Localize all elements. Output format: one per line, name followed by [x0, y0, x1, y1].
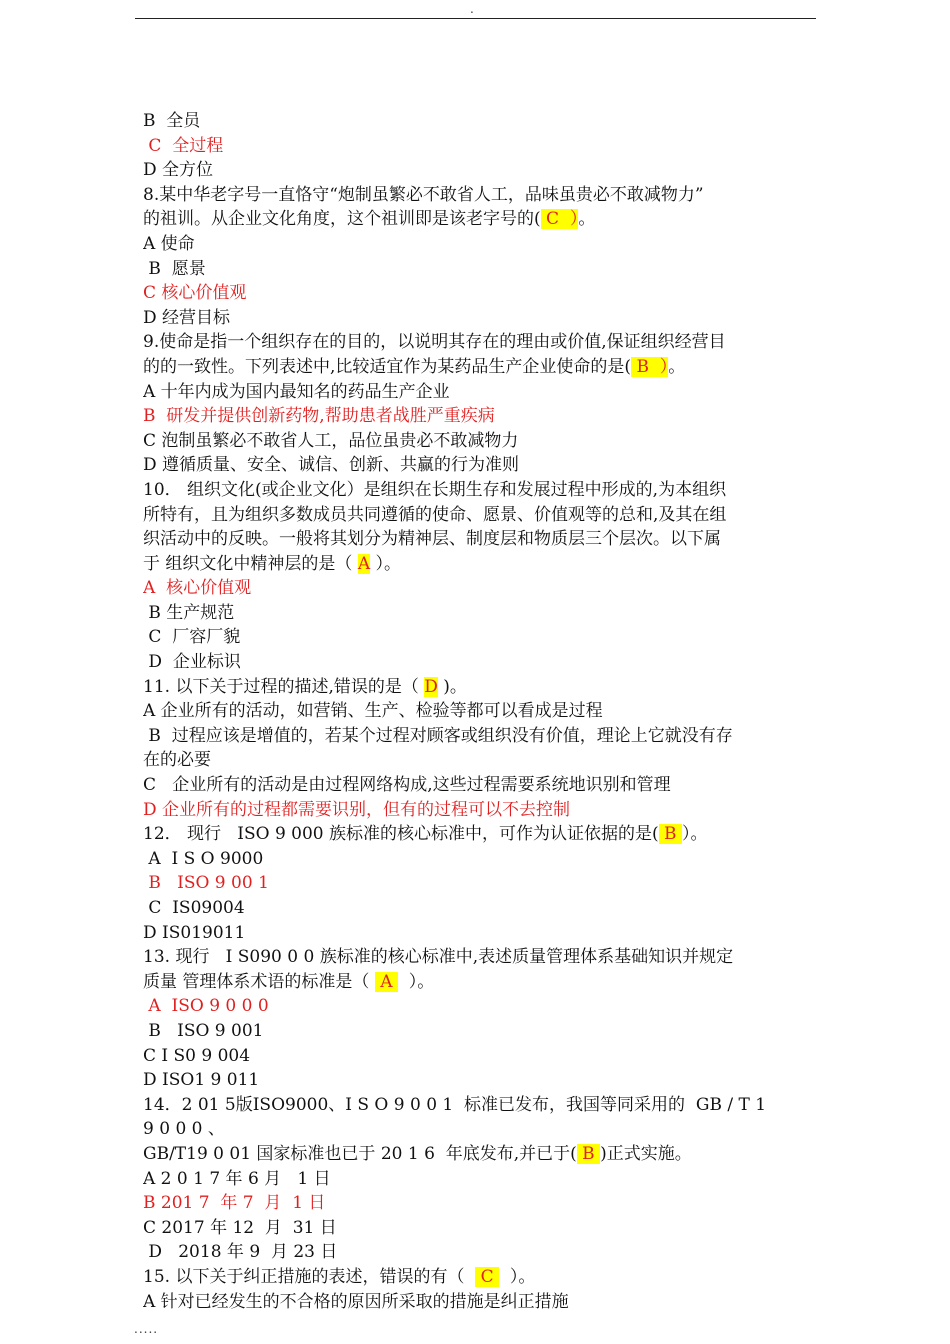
text-line — [143, 650, 815, 675]
footer-mark: ..... — [134, 1322, 159, 1336]
text-line — [143, 453, 815, 478]
text-line — [143, 207, 815, 232]
text-line — [143, 380, 815, 405]
text-line — [143, 1019, 815, 1044]
text-line — [143, 1068, 815, 1093]
line-text: 11. 以下关于过程的描述,错误的是（ — [143, 676, 425, 697]
text-line — [143, 601, 815, 626]
text-line — [143, 404, 815, 429]
line-text: B 201 7 年 7 月 1 日 — [143, 1193, 326, 1214]
text-line — [143, 1290, 815, 1315]
text-line — [143, 970, 815, 995]
line-text: 13. 现行 I S090 0 0 族标准的核心标准中,表述质量管理体系基础知识并规定 — [143, 947, 734, 968]
line-text: 9 0 0 0 、 — [143, 1119, 225, 1140]
line-text-tail: 。 — [578, 209, 596, 230]
text-line — [143, 134, 815, 159]
line-text: A 2 0 1 7 年 6 月 1 日 — [143, 1168, 331, 1189]
line-text: D 全方位 — [143, 160, 214, 181]
line-text: B 生产规范 — [143, 602, 235, 623]
text-line — [143, 1240, 815, 1265]
text-line — [143, 994, 815, 1019]
line-text: C 企业所有的活动是由过程网络构成,这些过程需要系统地识别和管理 — [143, 775, 671, 796]
highlighted-answer: A — [374, 971, 398, 992]
text-line — [143, 429, 815, 454]
header-rule — [135, 18, 816, 19]
line-text: A 核心价值观 — [143, 578, 252, 599]
line-text: A 使命 — [143, 233, 195, 254]
line-text: 的祖训。从企业文化角度，这个祖训即是该老字号的( — [143, 209, 541, 230]
text-line — [143, 1093, 815, 1118]
line-text: 在的必要 — [143, 750, 211, 771]
text-line — [143, 232, 815, 257]
line-text: A 企业所有的活动，如营销、生产、检验等都可以看成是过程 — [143, 701, 603, 722]
text-line — [143, 478, 815, 503]
highlighted-answer: B ） — [631, 356, 669, 377]
text-line — [143, 183, 815, 208]
line-text-tail: ）。 — [397, 971, 435, 992]
text-line — [143, 1216, 815, 1241]
line-text: D IS019011 — [143, 922, 246, 943]
line-text-tail: 。 — [668, 356, 686, 377]
highlighted-answer: B — [576, 1143, 601, 1164]
line-text: C 厂容厂貌 — [143, 627, 241, 648]
line-text: A ISO 9 0 0 0 — [143, 996, 269, 1017]
line-text: 10． 组织文化(或企业文化）是组织在长期生存和发展过程中形成的,为本组织 — [143, 479, 727, 500]
line-text-tail: ）。 — [370, 553, 401, 574]
text-line — [143, 257, 815, 282]
line-text: D 2018 年 9 月 23 日 — [143, 1242, 338, 1263]
text-line — [143, 1117, 815, 1142]
line-text: B 愿景 — [143, 258, 206, 279]
line-text: A 针对已经发生的不合格的原因所采取的措施是纠正措施 — [143, 1291, 569, 1312]
text-line — [143, 355, 815, 380]
line-text: 于 组织文化中精神层的是（ — [143, 553, 358, 574]
line-text: C 全过程 — [143, 135, 224, 156]
text-line — [143, 798, 815, 823]
line-text: D 遵循质量、安全、诚信、创新、共赢的行为准则 — [143, 455, 520, 476]
text-line — [143, 306, 815, 331]
text-line — [143, 552, 815, 577]
text-line — [143, 724, 815, 749]
text-line — [143, 281, 815, 306]
highlighted-answer: B — [658, 824, 682, 845]
text-line — [143, 773, 815, 798]
text-line — [143, 847, 815, 872]
text-line — [143, 330, 815, 355]
text-line — [143, 871, 815, 896]
highlighted-answer: C ） — [540, 209, 579, 230]
line-text: C 2017 年 12 月 31 日 — [143, 1217, 337, 1238]
line-text: D 企业标识 — [143, 652, 241, 673]
line-text: A I S O 9000 — [143, 848, 264, 869]
text-line — [143, 896, 815, 921]
line-text: D 企业所有的过程都需要识别，但有的过程可以不去控制 — [143, 799, 571, 820]
text-line — [143, 1044, 815, 1069]
line-text-tail: )正式实施。 — [600, 1143, 692, 1164]
line-text: A 十年内成为国内最知名的药品生产企业 — [143, 381, 450, 402]
header-mark: . — [470, 2, 474, 16]
highlighted-answer: A — [357, 553, 371, 574]
line-text: 14．2 01 5版ISO9000、I S O 9 0 0 1 标准已发布，我国等同采用的 GB / T 1 — [143, 1094, 767, 1115]
line-text: GB/T19 0 01 国家标准也已于 20 1 6 年底发布,并已于( — [143, 1143, 577, 1164]
text-line — [143, 109, 815, 134]
text-line — [143, 625, 815, 650]
text-line — [143, 748, 815, 773]
line-text: B 过程应该是增值的，若某个过程对顾客或组织没有价值，理论上它就没有存 — [143, 725, 733, 746]
text-line — [143, 921, 815, 946]
document-body — [143, 109, 815, 1314]
text-line — [143, 1167, 815, 1192]
line-text: D ISO1 9 011 — [143, 1070, 260, 1091]
text-line — [143, 158, 815, 183]
line-text: 的的一致性。下列表述中,比较适宜作为某药品生产企业使命的是( — [143, 356, 632, 377]
text-line — [143, 576, 815, 601]
line-text-tail: ）。 — [499, 1266, 536, 1287]
text-line — [143, 945, 815, 970]
text-line — [143, 699, 815, 724]
highlighted-answer: D — [424, 676, 438, 697]
line-text: B ISO 9 001 — [143, 1020, 264, 1041]
text-line — [143, 822, 815, 847]
text-line — [143, 1265, 815, 1290]
line-text: B 全员 — [143, 111, 201, 131]
line-text: 织活动中的反映。一般将其划分为精神层、制度层和物质层三个层次。以下属 — [143, 529, 721, 550]
line-text: 15. 以下关于纠正措施的表述，错误的有（ — [143, 1266, 476, 1287]
text-line — [143, 527, 815, 552]
line-text: 8.某中华老字号一直恪守“炮制虽繁必不敢省人工，品味虽贵必不敢减物力” — [143, 184, 704, 205]
text-line — [143, 503, 815, 528]
line-text: B ISO 9 00 1 — [143, 873, 269, 894]
text-line — [143, 1191, 815, 1216]
line-text: 所特有，且为组织多数成员共同遵循的使命、愿景、价值观等的总和,及其在组 — [143, 504, 727, 525]
line-text: C I S0 9 004 — [143, 1045, 251, 1066]
line-text: 12． 现行 ISO 9 000 族标准的核心标准中，可作为认证依据的是( — [143, 824, 659, 845]
line-text: C 泡制虽繁必不敢省人工，品位虽贵必不敢减物力 — [143, 430, 519, 451]
line-text: 质量 管理体系术语的标准是（ — [143, 971, 375, 992]
line-text: D 经营目标 — [143, 307, 231, 328]
line-text-tail: ）。 — [681, 824, 708, 845]
text-line — [143, 675, 815, 700]
line-text: B 研发并提供创新药物,帮助患者战胜严重疾病 — [143, 406, 495, 427]
text-line — [143, 1142, 815, 1167]
line-text: C IS09004 — [143, 898, 245, 918]
line-text-tail: )。 — [437, 676, 467, 697]
highlighted-answer: C — [475, 1266, 500, 1287]
line-text: 9.使命是指一个组织存在的目的，以说明其存在的理由或价值,保证组织经营目 — [143, 332, 726, 353]
line-text: C 核心价值观 — [143, 283, 247, 304]
